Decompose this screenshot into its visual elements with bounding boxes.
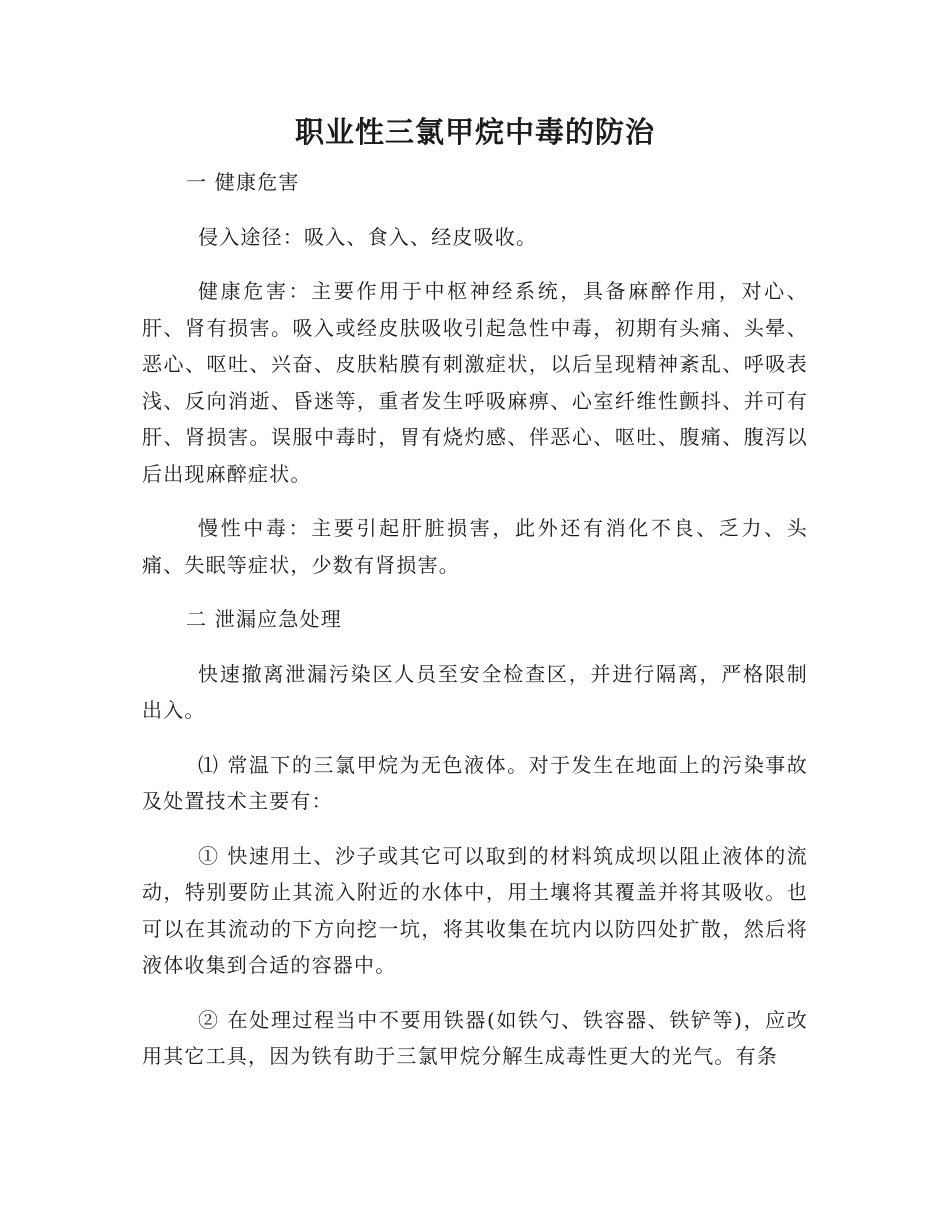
- document-body: [142, 164, 808, 1093]
- paragraph-step-two: ② 在处理过程当中不要用铁器(如铁勺、铁容器、铁铲等)，应改用其它工具，因为铁有助于三氯甲烷分解生成毒性更大的光气。有条: [142, 1007, 808, 1068]
- paragraph-step-one: ① 快速用土、沙子或其它可以取到的材料筑成坝以阻止液体的流动，特别要防止其流入附近的水体中，用土壤将其覆盖并将其吸收。也可以在其流动的下方向挖一坑，将其收集在坑内以防四处扩散，然后将液体收集到合适的容器中。: [142, 843, 808, 977]
- paragraph-ground-spill: ⑴ 常温下的三氯甲烷为无色液体。对于发生在地面上的污染事故及处置技术主要有：: [142, 752, 808, 813]
- paragraph-exposure-routes: 侵入途径：吸入、食入、经皮吸收。: [198, 224, 538, 249]
- paragraph-chronic-poisoning: 慢性中毒：主要引起肝脏损害，此外还有消化不良、乏力、头痛、失眠等症状，少数有肾损害。: [142, 516, 808, 577]
- section-heading-health-hazard: 一 健康危害: [186, 170, 300, 194]
- paragraph-health-hazard: 健康危害：主要作用于中枢神经系统，具备麻醉作用，对心、肝、肾有损害。吸入或经皮肤吸收引起急性中毒，初期有头痛、头晕、恶心、呕吐、兴奋、皮肤粘膜有刺激症状，以后呈现精神紊乱、呼吸表浅、反向消逝、昏迷等，重者发生呼吸麻痹、心室纤维性颤抖、并可有肝、肾损害。误服中毒时，胃有烧灼感、伴恶心、呕吐、腹痛、腹泻以后出现麻醉症状。: [142, 279, 808, 486]
- paragraph-evacuation: 快速撤离泄漏污染区人员至安全检查区，并进行隔离，严格限制出入。: [142, 661, 808, 722]
- section-heading-leak-response: 二 泄漏应急处理: [186, 607, 342, 631]
- document-title: 职业性三氯甲烷中毒的防治: [294, 115, 655, 149]
